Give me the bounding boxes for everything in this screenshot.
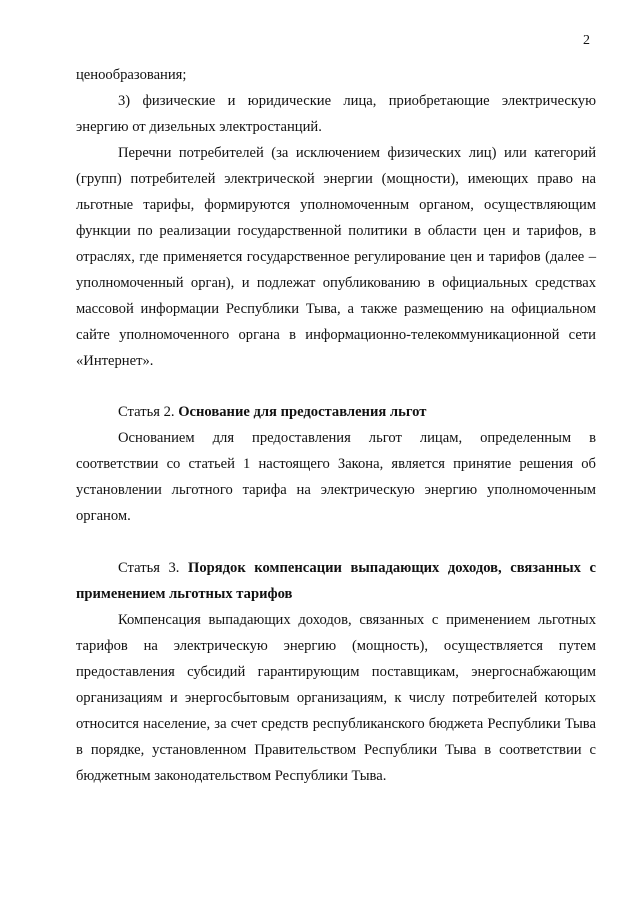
article-3-title: Порядок компенсации выпадающих доходов, связанных с применением льготных тарифов [76,560,596,602]
list-item-3: 3) физические и юридические лица, приобретающие электрическую энергию от дизельных электростанций. [76,93,596,135]
article-2-heading [76,399,596,425]
article-3-body: Компенсация выпадающих доходов, связанных с применением льготных тарифов на электрическую энергию (мощность), осуществляется путем предоставления субсидий гарантирующим поставщикам, энергоснабжающим организациям и энергосбытовым организациям, к числу потребителей которых относится население, за счет средств республиканского бюджета Республики Тыва в порядке, установленном Правительством Республики Тыва в соответствии с бюджетным законодательством Республики Тыва. [76,612,596,784]
list-tail-text: ценообразования; [76,67,187,83]
article-2-section [76,399,596,529]
article-2-prefix: Статья 2. [118,404,179,420]
paragraph-lists-block [76,140,596,374]
paragraph-consumer-lists: Перечни потребителей (за исключением физических лиц) или категорий (групп) потребителей электрической энергии (мощности), имеющих право на льготные тарифы, формируются уполномоченным органом, осуществляющим функции по реализации государственной политики в области цен и тарифов, в отраслях, где применяется государственное регулирование цен и тарифов (далее – уполномоченный орган), и подлежат опубликованию в официальных средствах массовой информации Республики Тыва, а также размещению на официальном сайте уполномоченного органа в информационно-телекоммуникационной сети «Интернет». [76,145,596,369]
article-2-body: Основанием для предоставления льгот лицам, определенным в соответствии со статьей 1 настоящего Закона, является принятие решения об установлении льготного тарифа на электрическую энергию уполномоченным органом. [76,430,596,524]
article-3-section [76,555,596,789]
article-3-prefix: Статья 3. [118,560,188,576]
continuation-block [76,62,596,140]
article-2-title: Основание для предоставления льгот [178,404,427,420]
article-3-heading [76,555,596,607]
page-number: 2 [583,33,590,48]
